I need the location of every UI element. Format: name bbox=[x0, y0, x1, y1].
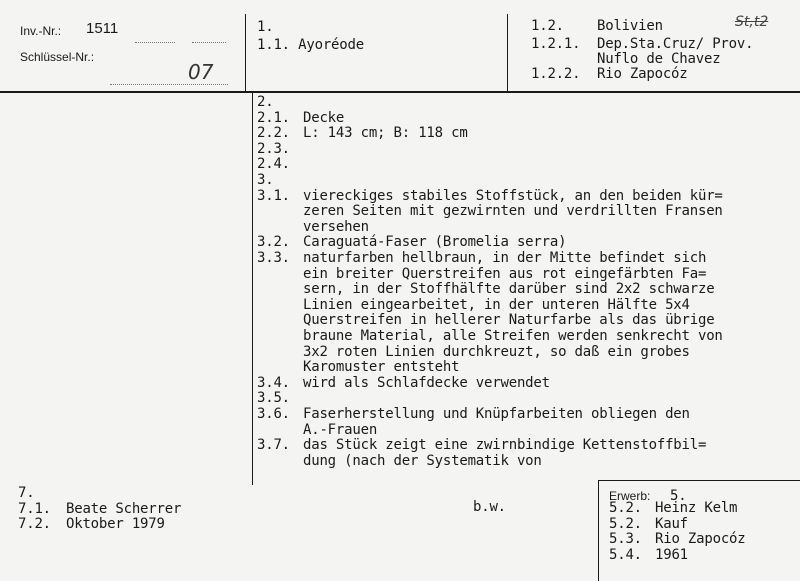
body-vertical-divider bbox=[252, 93, 253, 485]
body-line-number: 2.4. bbox=[257, 156, 290, 173]
header-vertical-divider-right bbox=[507, 14, 508, 92]
body-line bbox=[257, 251, 706, 266]
body-line-text: Faserherstellung und Knüpfarbeiten obliegen den bbox=[303, 406, 690, 422]
erwerb-line-number: 5.4. bbox=[609, 546, 642, 563]
header-horizontal-rule bbox=[0, 91, 800, 93]
body-line bbox=[257, 313, 714, 328]
body-line-number: 3.1. bbox=[257, 187, 290, 204]
body-line bbox=[257, 95, 303, 110]
body-line-number: 3.3. bbox=[257, 250, 290, 266]
erwerb-line-text: Rio Zapocóz bbox=[655, 531, 746, 547]
row-1-2-num: 1.2. bbox=[531, 18, 564, 34]
footer-line-text: Oktober 1979 bbox=[66, 516, 165, 532]
body-line bbox=[257, 345, 690, 360]
body-line-text: dung (nach der Systematik von bbox=[303, 452, 542, 469]
body-line-number: 3.2. bbox=[257, 234, 290, 251]
inv-dotted-line-1 bbox=[135, 42, 175, 43]
body-line-text: versehen bbox=[303, 218, 369, 235]
body-line bbox=[257, 360, 459, 375]
row-1-2-value: Bolivien bbox=[597, 18, 663, 34]
row-1-2-1-num: 1.2.1. bbox=[531, 36, 581, 52]
body-line bbox=[257, 220, 369, 235]
body-line bbox=[257, 438, 706, 453]
body-line-text: viereckiges stabiles Stoffstück, an den beiden kür= bbox=[303, 187, 723, 204]
section-1: 1. bbox=[257, 19, 274, 35]
key-dotted-line bbox=[110, 84, 228, 85]
row-1-2-2-num: 1.2.2. bbox=[531, 66, 581, 82]
body-line bbox=[257, 329, 723, 344]
body-line bbox=[257, 282, 714, 297]
body-line bbox=[257, 126, 468, 141]
erwerb-line bbox=[609, 501, 737, 516]
erwerb-line-number: 5.2. bbox=[609, 515, 642, 532]
erwerb-box bbox=[598, 480, 800, 581]
erwerb-line-text: 1961 bbox=[655, 546, 688, 563]
body-line bbox=[257, 173, 303, 188]
footer-line bbox=[18, 486, 66, 501]
body-line-text: ein breiter Querstreifen aus rot eingefärbten Fa= bbox=[303, 265, 707, 282]
body-line-number: 3.4. bbox=[257, 374, 290, 391]
erwerb-line-number: 5.2. bbox=[609, 500, 642, 516]
body-line bbox=[257, 189, 723, 204]
body-line-text: A.-Frauen bbox=[303, 421, 378, 438]
body-line-number: 3.7. bbox=[257, 437, 290, 454]
body-line-text: zeren Seiten mit gezwirnten und verdrillten Fransen bbox=[303, 203, 723, 220]
footer-line bbox=[18, 502, 181, 517]
body-line bbox=[257, 235, 566, 250]
row-1-2-1-cont: Nuflo de Chavez bbox=[597, 51, 721, 67]
erwerb-line-text: Kauf bbox=[655, 515, 688, 532]
body-line-text: Linien eingearbeitet, in der unteren Hälfte 5x4 bbox=[303, 296, 690, 313]
bw-note: b.w. bbox=[473, 499, 506, 515]
body-line-text: Decke bbox=[303, 109, 345, 126]
body-line bbox=[257, 454, 542, 469]
inv-value: 1511 bbox=[86, 20, 119, 37]
body-line-text: das Stück zeigt eine zwirnbindige Kettenstoffbil= bbox=[303, 437, 707, 454]
body-line bbox=[257, 423, 377, 438]
key-value: 07 bbox=[188, 60, 214, 84]
body-line bbox=[257, 391, 303, 406]
body-line-text: Karomuster entsteht bbox=[303, 359, 460, 376]
inv-dotted-line-2 bbox=[192, 42, 226, 43]
section-1-1: 1.1. Ayoréode bbox=[257, 37, 364, 53]
body-line-text: sern, in der Stoffhälfte darüber sind 2x2 schwarze bbox=[303, 281, 715, 298]
body-line-number: 2.3. bbox=[257, 140, 290, 157]
key-label: Schlüssel-Nr.: bbox=[20, 50, 95, 64]
body-line bbox=[257, 298, 690, 313]
inv-label: Inv.-Nr.: bbox=[20, 24, 62, 38]
body-line-number: 2. bbox=[257, 94, 274, 110]
row-1-2 bbox=[531, 19, 663, 34]
body-line bbox=[257, 376, 550, 391]
body-line bbox=[257, 267, 706, 282]
body-line bbox=[257, 111, 344, 126]
erwerb-line-number: 5.3. bbox=[609, 531, 642, 547]
body-line-number: 3. bbox=[257, 172, 274, 188]
body-line-text: L: 143 cm; B: 118 cm bbox=[303, 125, 468, 142]
body-line bbox=[257, 142, 303, 157]
footer-line-number: 7.1. bbox=[18, 500, 51, 517]
erwerb-line bbox=[609, 548, 688, 563]
erwerb-line-text: Heinz Kelm bbox=[655, 500, 738, 516]
row-1-2-2-value: Rio Zapocóz bbox=[597, 66, 688, 82]
row-1-2-2 bbox=[531, 67, 688, 82]
body-line bbox=[257, 157, 303, 172]
row-1-2-1 bbox=[531, 37, 753, 52]
erwerb-label: Erwerb: bbox=[609, 489, 651, 503]
body-line-text: 3x2 roten Linien durchkreuzt, so daß ein grobes bbox=[303, 343, 690, 360]
erwerb-line bbox=[609, 532, 746, 547]
body-line-text: Querstreifen in hellerer Naturfarbe als das übrige bbox=[303, 312, 715, 329]
erwerb-num: 5. bbox=[669, 488, 687, 504]
corner-annotation: St,t2 bbox=[735, 14, 769, 30]
footer-line bbox=[18, 517, 165, 532]
body-line bbox=[257, 204, 723, 219]
body-line bbox=[257, 407, 690, 422]
footer-line-number: 7. bbox=[18, 485, 35, 501]
body-line-text: braune Material, alle Streifen werden senkrecht von bbox=[303, 328, 723, 344]
header-vertical-divider-left bbox=[245, 14, 246, 92]
footer-line-text: Beate Scherrer bbox=[66, 500, 182, 517]
footer-line-number: 7.2. bbox=[18, 516, 51, 532]
body-line-text: Caraguatá-Faser (Bromelia serra) bbox=[303, 234, 567, 251]
body-line-text: naturfarben hellbraun, in der Mitte befindet sich bbox=[303, 250, 707, 266]
body-line-number: 2.2. bbox=[257, 125, 290, 142]
body-line-number: 2.1. bbox=[257, 109, 290, 126]
erwerb-line bbox=[609, 517, 688, 532]
body-line-number: 3.5. bbox=[257, 390, 290, 407]
body-line-number: 3.6. bbox=[257, 406, 290, 422]
row-1-2-1-value: Dep.Sta.Cruz/ Prov. bbox=[597, 36, 754, 52]
body-line-text: wird als Schlafdecke verwendet bbox=[303, 374, 550, 391]
